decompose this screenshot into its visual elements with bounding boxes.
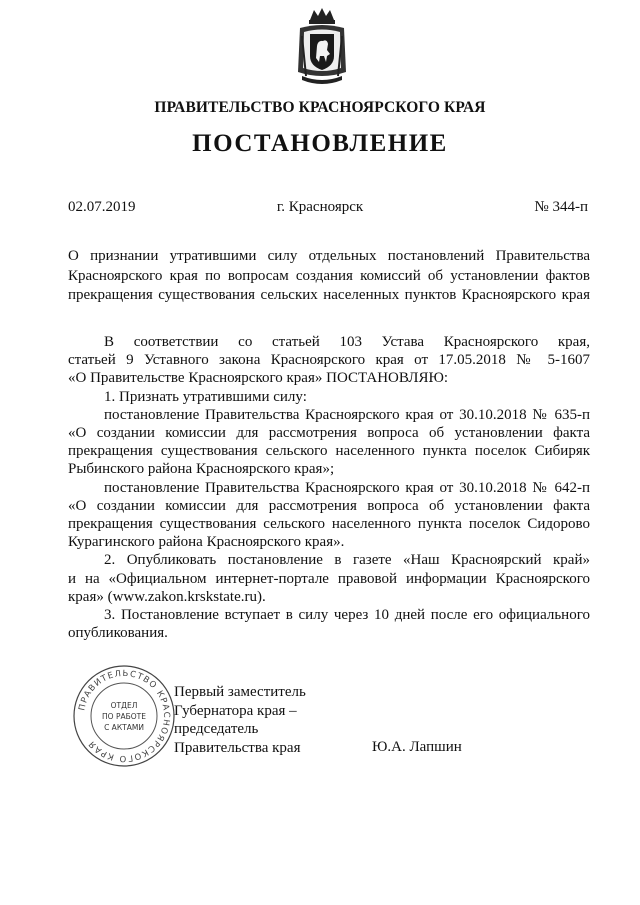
body-line: «О создании комиссии для рассмотрения вопроса об установлении факта xyxy=(68,497,590,514)
organization-title: ПРАВИТЕЛЬСТВО КРАСНОЯРСКОГО КРАЯ xyxy=(154,99,486,116)
official-stamp xyxy=(72,664,176,768)
coat-of-arms-icon xyxy=(296,6,348,86)
signatory-position xyxy=(174,683,306,758)
body-line: 2. Опубликовать постановление в газете «Наш Красноярский край» xyxy=(104,552,590,569)
body-line: края» (www.zakon.krskstate.ru). xyxy=(68,588,266,605)
body-line: постановление Правительства Красноярского края от 30.10.2018 № 635-п xyxy=(104,406,590,423)
body-line: прекращения существования сельского населенного пункта поселок Сибиряк xyxy=(68,443,590,460)
document-date: 02.07.2019 xyxy=(68,199,136,215)
stamp-outer-text: ПРАВИТЕЛЬСТВО КРАСНОЯРСКОГО КРАЯ xyxy=(77,668,172,764)
document-type-title: ПОСТАНОВЛЕНИЕ xyxy=(192,130,448,157)
stamp-inner-line: ПО РАБОТЕ xyxy=(102,712,146,721)
signatory-position-line: председатель xyxy=(174,721,259,738)
stamp-inner-line: С АКТАМИ xyxy=(104,723,144,732)
body-line: «О Правительстве Красноярского края» ПОСТАНОВЛЯЮ: xyxy=(68,370,449,387)
body-line: 3. Постановление вступает в силу через 10 дней после его официального xyxy=(104,607,590,624)
subject-line: Красноярского края по вопросам создания комиссий об установлении фактов xyxy=(68,267,590,284)
body-line: опубликования. xyxy=(68,625,168,642)
body-line: и на «Официальном интернет-портале правовой информации Красноярского xyxy=(68,570,590,587)
body-line: В соответствии со статьей 103 Устава Красноярского края, xyxy=(104,334,590,350)
document-number: № 344-п xyxy=(534,199,588,215)
document-body xyxy=(68,333,590,642)
signatory-position-line: Губернатора края – xyxy=(174,702,297,719)
signatory-position-line: Правительства края xyxy=(174,740,301,757)
document-subject xyxy=(68,247,590,306)
body-line: 1. Признать утратившими силу: xyxy=(104,388,307,405)
document-city: г. Красноярск xyxy=(276,199,364,215)
body-line: постановление Правительства Красноярского края от 30.10.2018 № 642-п xyxy=(104,479,590,496)
body-line: прекращения существования сельского населенного пункта поселок Сидорово xyxy=(68,516,590,533)
body-line: статьей 9 Уставного закона Красноярского края от 17.05.2018 № 5-1607 xyxy=(68,352,590,369)
subject-line: прекращения существования сельских населенных пунктов Красноярского края xyxy=(68,287,590,303)
body-line: Курагинского района Красноярского края». xyxy=(68,534,345,551)
body-line: «О создании комиссии для рассмотрения вопроса об установлении факта xyxy=(68,425,590,442)
signatory-name: Ю.А. Лапшин xyxy=(372,739,462,755)
signatory-position-line: Первый заместитель xyxy=(174,684,306,700)
subject-line: О признании утратившими силу отдельных постановлений Правительства xyxy=(68,248,590,264)
stamp-inner-line: ОТДЕЛ xyxy=(110,701,138,710)
body-line: Рыбинского района Красноярского края»; xyxy=(68,461,335,478)
